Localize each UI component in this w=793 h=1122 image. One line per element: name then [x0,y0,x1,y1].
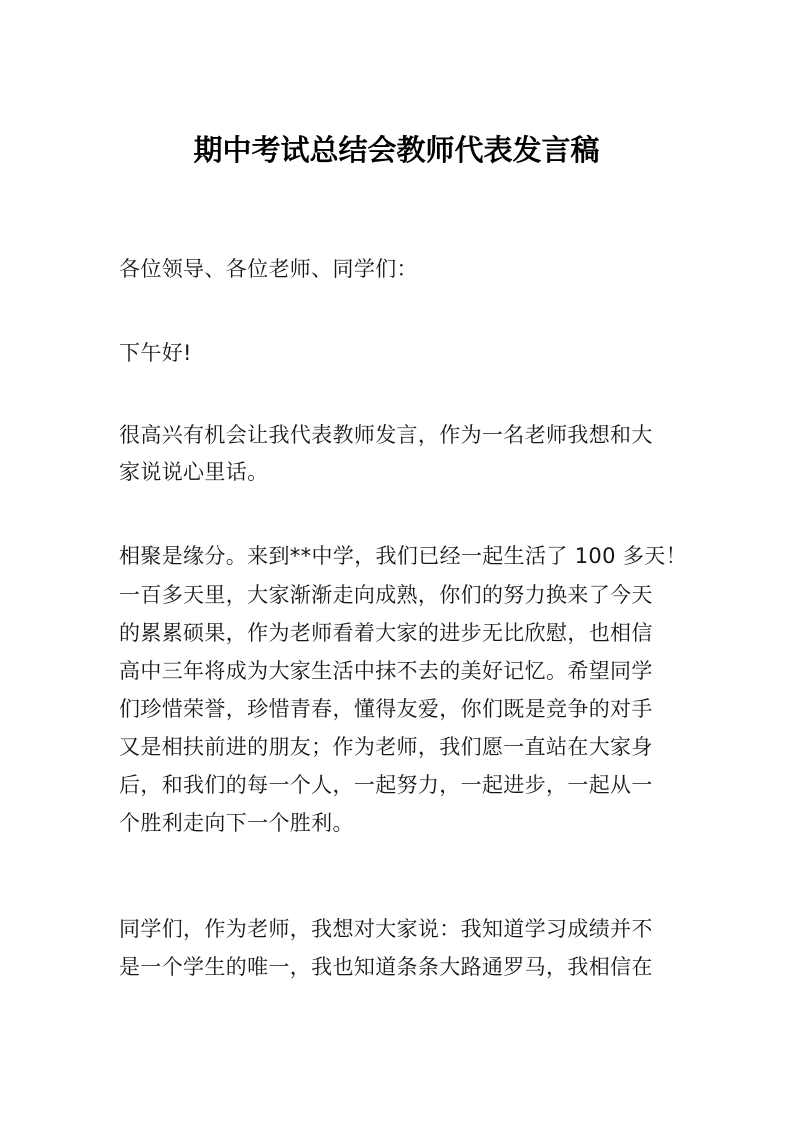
text-line: 下午好! [119,341,192,365]
text-line: 后，和我们的每一个人，一起努力，一起进步，一起从一 [119,773,653,797]
text-line: 同学们，作为老师，我想对大家说：我知道学习成绩并不 [119,917,653,941]
text-line: 很高兴有机会让我代表教师发言，作为一名老师我想和大 [119,423,653,447]
text-line: 又是相扶前进的朋友；作为老师，我们愿一直站在大家身 [119,735,653,759]
document-title: 期中考试总结会教师代表发言稿 [193,133,600,167]
text-line: 家说说心里话。 [119,460,269,484]
text-line: 是一个学生的唯一，我也知道条条大路通罗马，我相信在 [119,955,653,979]
text-line: 的累累硕果，作为老师看着大家的进步无比欣慰，也相信 [119,621,653,645]
text-line: 个胜利走向下一个胜利。 [119,811,354,835]
text-line: 相聚是缘分。来到**中学，我们已经一起生活了 100 多天！ [119,544,687,568]
text-line: 各位领导、各位老师、同学们： [119,257,418,281]
text-line: 们珍惜荣誉，珍惜青春，懂得友爱，你们既是竞争的对手 [119,697,653,721]
text-line: 一百多天里，大家渐渐走向成熟，你们的努力换来了今天 [119,583,653,607]
text-line: 高中三年将成为大家生活中抹不去的美好记忆。希望同学 [119,659,653,683]
